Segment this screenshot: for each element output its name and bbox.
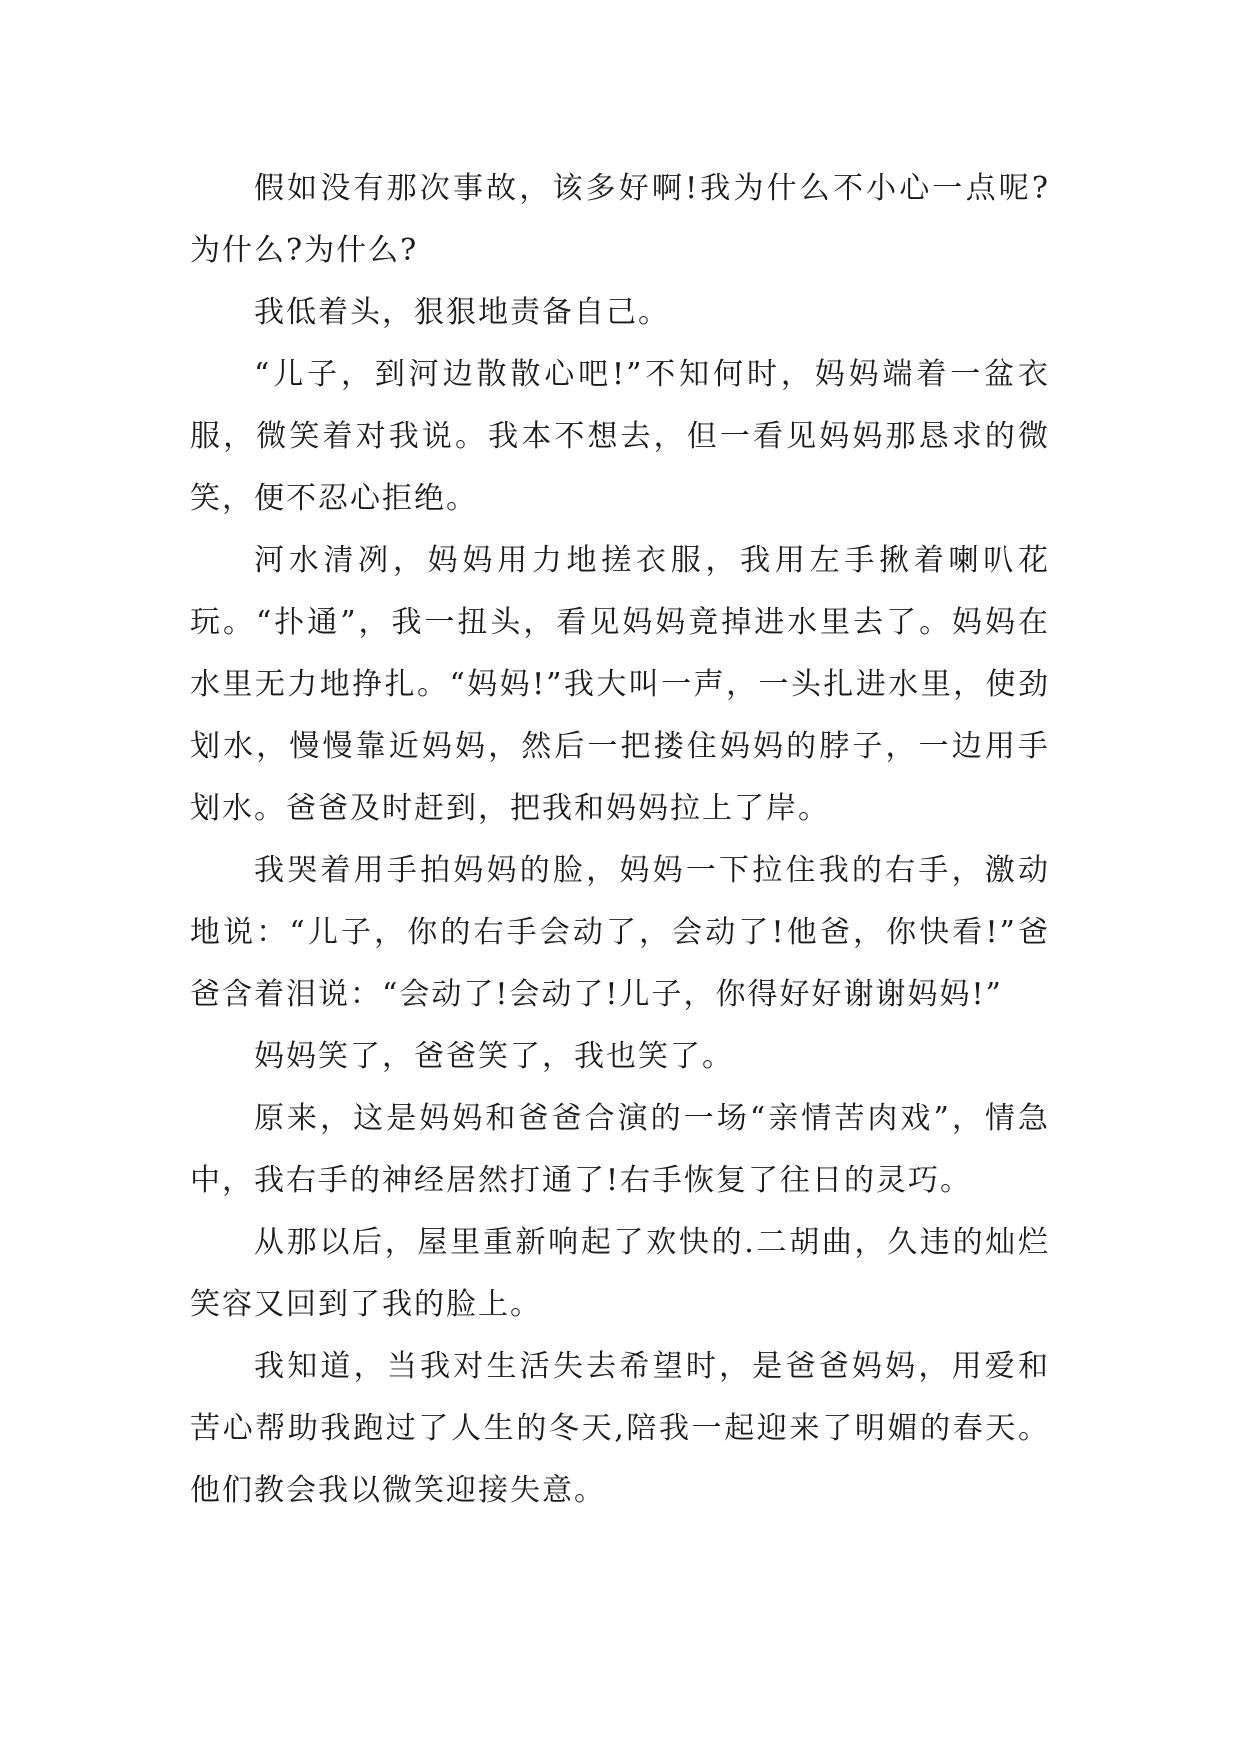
article-body	[190, 158, 1050, 1522]
paragraph-9: 我知道，当我对生活失去希望时，是爸爸妈妈，用爱和苦心帮助我跑过了人生的冬天,陪我一起迎来了明媚的春天。他们教会我以微笑迎接失意。	[190, 1349, 1050, 1508]
paragraph-6: 妈妈笑了，爸爸笑了，我也笑了。	[254, 1039, 734, 1074]
paragraph-7: 原来，这是妈妈和爸爸合演的一场“亲情苦肉戏”，情急中，我右手的神经居然打通了!右手恢复了往日的灵巧。	[190, 1101, 1050, 1198]
paragraph-4: 河水清冽，妈妈用力地搓衣服，我用左手揪着喇叭花玩。“扑通”，我一扭头，看见妈妈竟掉进水里去了。妈妈在水里无力地挣扎。“妈妈!”我大叫一声，一头扎进水里，使劲划水，慢慢靠近妈妈，然后一把搂住妈妈的脖子，一边用手划水。爸爸及时赶到，把我和妈妈拉上了岸。	[190, 543, 1050, 826]
paragraph-5: 我哭着用手拍妈妈的脸，妈妈一下拉住我的右手，激动地说：“儿子，你的右手会动了，会动了!他爸，你快看!”爸爸含着泪说：“会动了!会动了!儿子，你得好好谢谢妈妈!”	[190, 853, 1050, 1012]
paragraph-1: 假如没有那次事故，该多好啊!我为什么不小心一点呢?为什么?为什么?	[190, 171, 1050, 268]
paragraph-8: 从那以后，屋里重新响起了欢快的.二胡曲，久违的灿烂笑容又回到了我的脸上。	[190, 1225, 1050, 1322]
paragraph-3: “儿子，到河边散散心吧!”不知何时，妈妈端着一盆衣服，微笑着对我说。我本不想去，但一看见妈妈那恳求的微笑，便不忍心拒绝。	[190, 357, 1050, 516]
paragraph-2: 我低着头，狠狠地责备自己。	[254, 295, 670, 330]
